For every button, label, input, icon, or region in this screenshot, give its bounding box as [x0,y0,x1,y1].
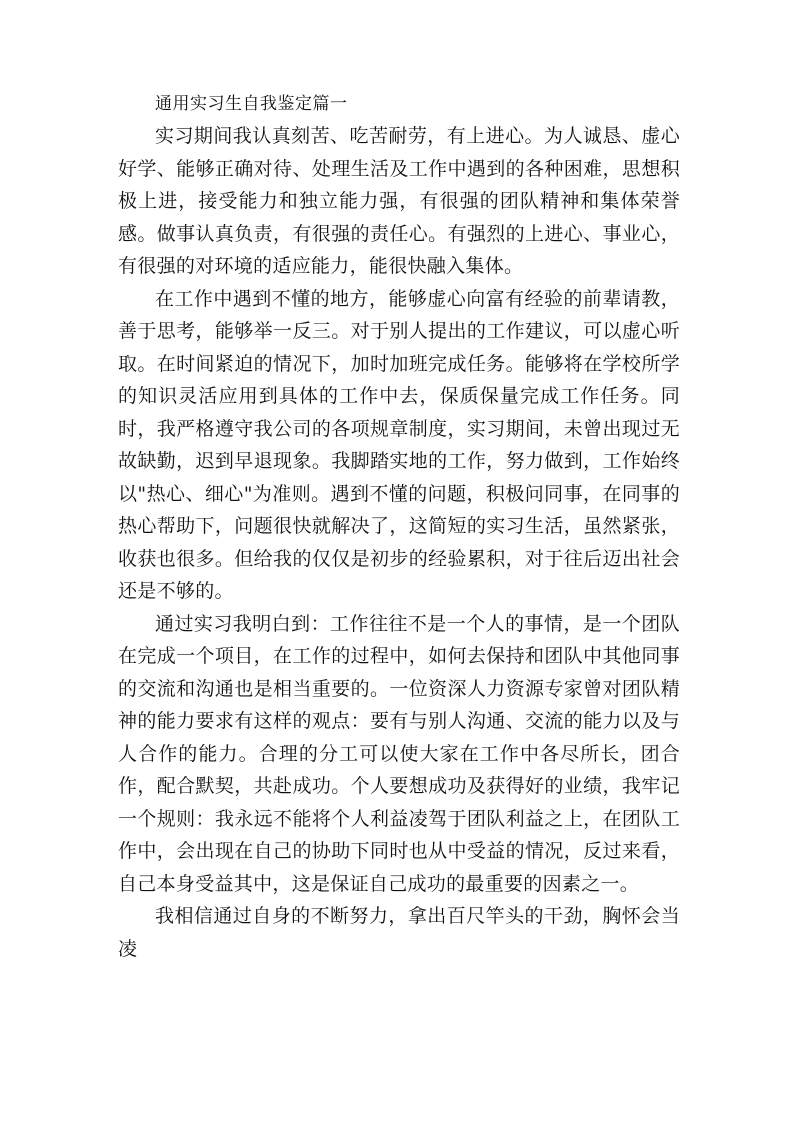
document-title: 通用实习生自我鉴定篇一 [155,94,348,114]
paragraph-2: 在工作中遇到不懂的地方，能够虚心向富有经验的前辈请教，善于思考，能够举一反三。对于别人提出的工作建议，可以虚心听取。在时间紧迫的情况下，加时加班完成任务。能够将在学校所学的知识灵活应用到具体的工作中去，保质保量完成工作任务。同时，我严格遵守我公司的各项规章制度，实习期间，未曾出现过无故缺勤，迟到早退现象。我脚踏实地的工作，努力做到，工作始终以"热心、细心"为准则。遇到不懂的问题，积极问同事，在同事的热心帮助下，问题很快就解决了，这简短的实习生活，虽然紧张，收获也很多。但给我的仅仅是初步的经验累积，对于往后迈出社会还是不够的。 [118,287,680,602]
document-page [118,88,680,965]
paragraph-1: 实习期间我认真刻苦、吃苦耐劳，有上进心。为人诚恳、虚心好学、能够正确对待、处理生活及工作中遇到的各种困难，思想积极上进，接受能力和独立能力强，有很强的团队精神和集体荣誉感。做事认真负责，有很强的责任心。有强烈的上进心、事业心，有很强的对环境的适应能力，能很快融入集体。 [118,125,680,277]
paragraph-3: 通过实习我明白到：工作往往不是一个人的事情，是一个团队在完成一个项目，在工作的过程中，如何去保持和团队中其他同事的交流和沟通也是相当重要的。一位资深人力资源专家曾对团队精神的能力要求有这样的观点：要有与别人沟通、交流的能力以及与人合作的能力。合理的分工可以使大家在工作中各尽所长，团合作，配合默契，共赴成功。个人要想成功及获得好的业绩，我牢记一个规则：我永远不能将个人利益凌驾于团队利益之上，在团队工作中，会出现在自己的协助下同时也从中受益的情况，反过来看，自己本身受益其中，这是保证自己成功的最重要的因素之一。 [118,612,680,895]
paragraph-4: 我相信通过自身的不断努力，拿出百尺竿头的干劲，胸怀会当凌 [118,905,680,960]
